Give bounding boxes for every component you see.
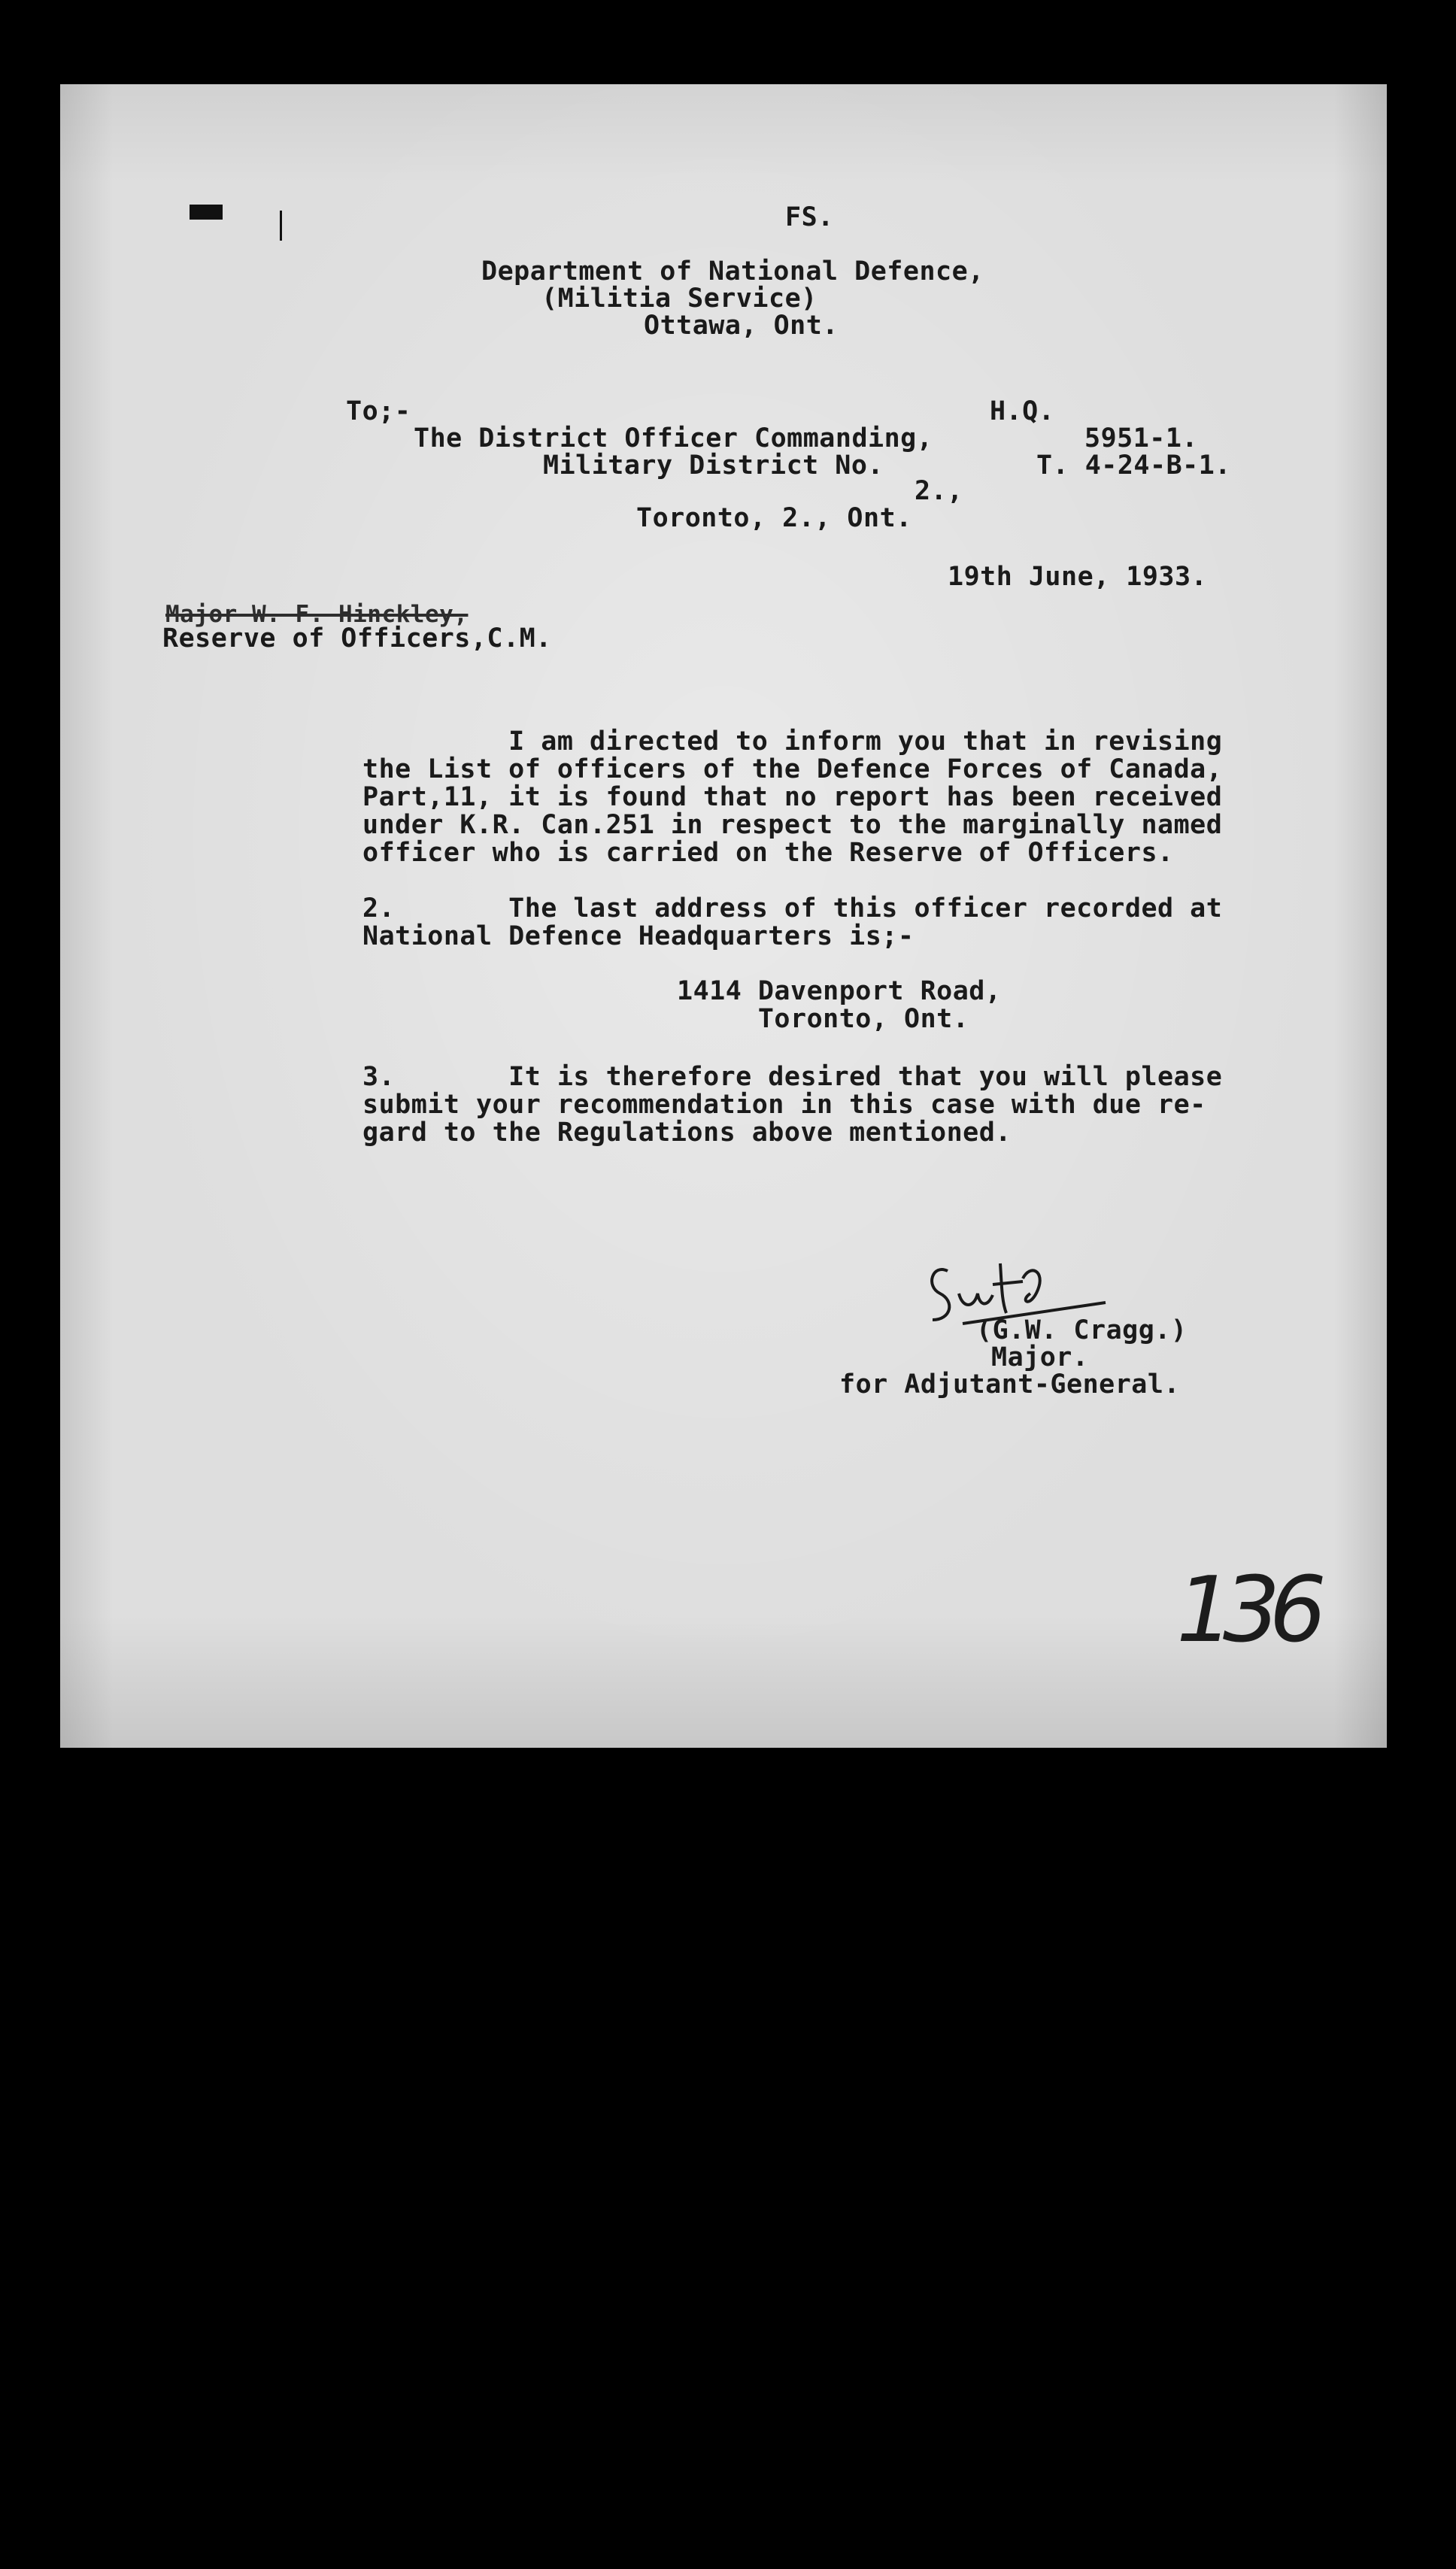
file-mark: FS. xyxy=(785,202,834,232)
addressee-district-number: 2., xyxy=(915,476,963,506)
body-paragraph-1: I am directed to inform you that in revising the List of officers of the Defence Forces of Canada, Part,11, it is found that no report has been received under K.R. Can.251 in respect to the marginally named officer who is carried on the Reserve of Officers. xyxy=(362,726,1223,868)
department-city: Ottawa, Ont. xyxy=(644,311,839,341)
signature-name: (G.W. Cragg.) xyxy=(976,1315,1188,1345)
body-paragraph-2: 2. The last address of this officer recorded at National Defence Headquarters is;- xyxy=(362,893,1223,951)
letter-sheet xyxy=(60,84,1387,1748)
letter-date: 19th June, 1933. xyxy=(948,562,1208,592)
marginal-name: Reserve of Officers,C.M. xyxy=(162,623,552,654)
signature-for: for Adjutant-General. xyxy=(839,1369,1181,1400)
department-service: (Militia Service) xyxy=(541,284,817,314)
department-name: Department of National Defence, xyxy=(481,256,984,287)
corner-ink-tick xyxy=(280,211,282,241)
addressee-line2: Military District No. xyxy=(543,450,884,481)
corner-ink-mark xyxy=(190,205,223,220)
reference-hq: H.Q. xyxy=(990,396,1055,426)
marginal-name-struck: Major W. F. Hinckley, xyxy=(165,601,469,628)
reference-file-1: 5951-1. xyxy=(1084,423,1199,453)
body-paragraph-3: 3. It is therefore desired that you will please submit your recommendation in this case with due re- gard to the Regulations above mentioned. xyxy=(362,1062,1223,1148)
addressee-line1: The District Officer Commanding, xyxy=(414,423,933,453)
handwritten-page-number xyxy=(1173,1552,1354,1665)
forwarding-address: 1414 Davenport Road, Toronto, Ont. xyxy=(677,976,1002,1034)
reference-file-2: T. 4-24-B-1. xyxy=(1036,450,1231,481)
signature-rank: Major. xyxy=(991,1342,1089,1372)
addressee-line3: Toronto, 2., Ont. xyxy=(636,503,912,533)
addressee-to: To;- xyxy=(346,396,411,426)
handwritten-page-number-text: 136 xyxy=(1176,1558,1327,1663)
